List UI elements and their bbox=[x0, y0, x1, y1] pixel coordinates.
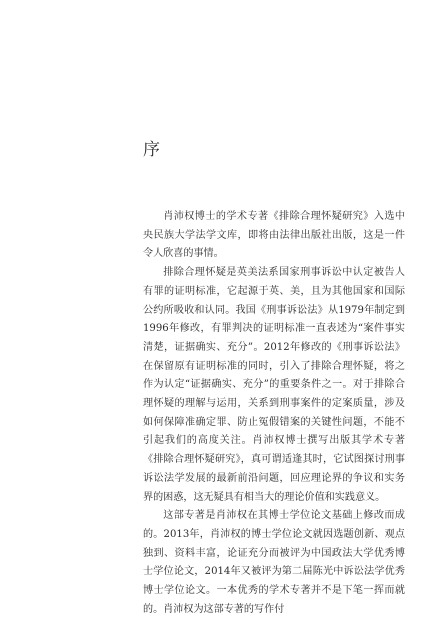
paragraph-3: 这部专著是肖沛权在其博士学位论文基础上修改而成的。2013年，肖沛权的博士学位论文就因选题创新、观点独到、资料丰富，论证充分而被评为中国政法大学优秀博士学位论文，2014年又被评为第二届陈光中诉讼法学优秀博士学位论文。一本优秀的学术专著并不是下笔一挥而就的。肖沛权为这部专著的写作付 bbox=[143, 510, 405, 615]
paragraph-1: 肖沛权博士的学术专著《排除合理怀疑研究》入选中央民族大学法学文库，即将由法律出版社出版，这是一件令人欣喜的事情。 bbox=[143, 211, 405, 260]
body-text bbox=[143, 208, 405, 619]
page-title: 序 bbox=[143, 140, 160, 160]
paragraph-2: 排除合理怀疑是英美法系国家刑事诉讼中认定被告人有罪的证明标准，它起源于英、美，且为其他国家和国际公约所吸收和认同。我国《刑事诉讼法》从1979年制定到1996年修改，有罪判决的证明标准一直表述为“案件事实清楚，证据确实、充分”。2012年修改的《刑事诉讼法》在保留原有证明标准的同时，引入了排除合理怀疑，将之作为认定“证据确实、充分”的重要条件之一。对于排除合理怀疑的理解与运用，关系到刑事案件的定案质量，涉及如何保障准确定罪、防止冤假错案的关键性问题，不能不引起我们的高度关注。肖沛权博士撰写出版其学术专著《排除合理怀疑研究》，真可谓适逢其时，它试图探讨刑事诉讼法学发展的最新前沿问题，回应理论界的争议和实务界的困惑，这无疑具有相当大的理论价值和实践意义。 bbox=[143, 267, 405, 503]
